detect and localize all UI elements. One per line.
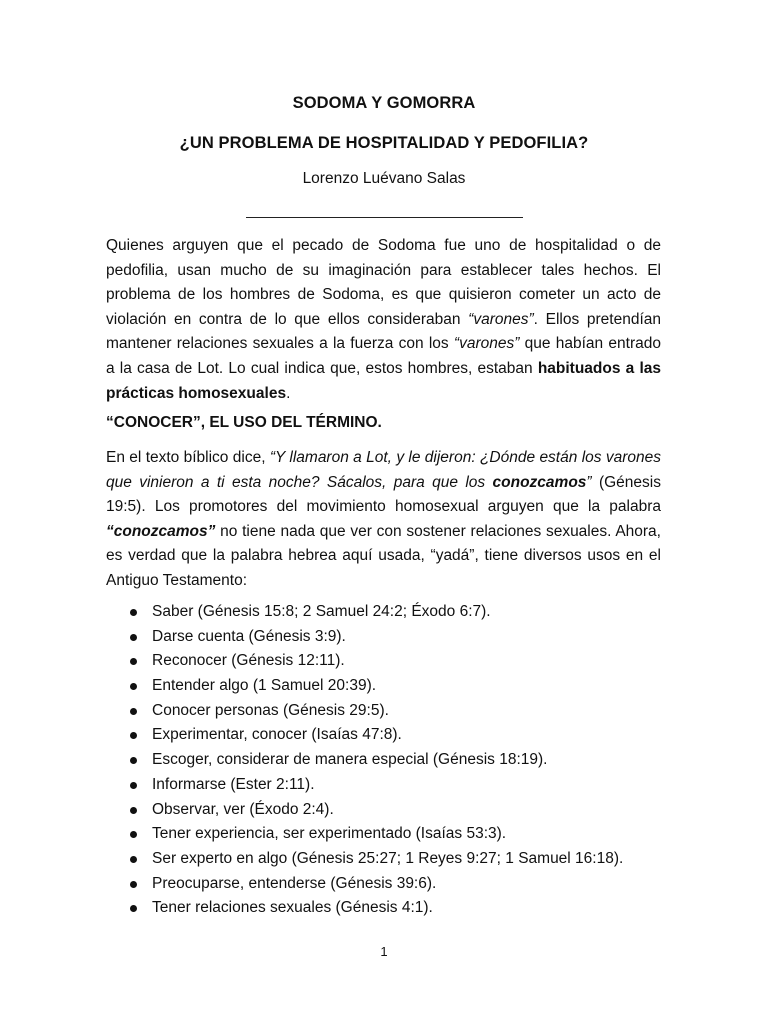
text-run: En el texto bíblico dice, [106, 449, 270, 466]
italic-run: “Y llamaron a Lot, y le dijeron: ¿Dónde están los varones que vinieron a ti esta noche? Sácalos, para que los [106, 449, 661, 491]
text-run: . [286, 384, 291, 402]
usage-list [106, 600, 661, 921]
paragraph-conocer [106, 446, 661, 594]
document-title: SODOMA Y GOMORRA [292, 94, 476, 112]
list-item: Escoger, considerar de manera especial (Génesis 18:19). [106, 748, 661, 773]
text-run: que habían entrado a la casa de Lot. Lo cual indica que, estos hombres, estaban [106, 335, 661, 377]
list-item: Ser experto en algo (Génesis 25:27; 1 Reyes 9:27; 1 Samuel 16:18). [106, 847, 661, 872]
list-item: Experimentar, conocer (Isaías 47:8). [106, 723, 661, 748]
bullet-icon [130, 831, 137, 838]
page-number: 1 [380, 944, 388, 959]
list-item: Tener relaciones sexuales (Génesis 4:1). [106, 896, 661, 921]
document-subtitle: ¿UN PROBLEMA DE HOSPITALIDAD Y PEDOFILIA? [179, 134, 589, 152]
bullet-icon [130, 757, 137, 764]
bullet-icon [130, 658, 137, 665]
section-heading: “CONOCER”, EL USO DEL TÉRMINO. [106, 414, 382, 431]
bullet-icon [130, 708, 137, 715]
bold-italic-run: conozcamos [492, 473, 587, 491]
text-run: no tiene nada que ver con sostener relaciones sexuales. Ahora, es verdad que la palabra hebrea aquí usada, “yadá”, tiene diversos usos en el Antiguo Testamento: [106, 522, 661, 589]
text-run: (Génesis 19:5). Los promotores del movimiento homosexual arguyen que la palabra [106, 473, 661, 516]
list-item: Reconocer (Génesis 12:11). [106, 649, 661, 674]
list-item: Informarse (Ester 2:11). [106, 773, 661, 798]
list-item: Conocer personas (Génesis 29:5). [106, 699, 661, 724]
list-item: Observar, ver (Éxodo 2:4). [106, 798, 661, 823]
italic-run: “varones” [468, 310, 534, 328]
bullet-icon [130, 881, 137, 888]
bullet-icon [130, 782, 137, 789]
list-item: Entender algo (1 Samuel 20:39). [106, 674, 661, 699]
bullet-icon [130, 683, 137, 690]
bold-run: habituados a las prácticas homosexuales [106, 359, 662, 402]
italic-run: “varones” [453, 335, 520, 353]
text-run: Quienes arguyen que el pecado de Sodoma fue uno de hospitalidad o de pedofilia, usan mucho de su imaginación para establecer tales hechos. El problema de los hombres de Sodoma, es que quisieron cometer un acto de violación en contra de lo que ellos consideraban [106, 237, 661, 328]
bold-italic-run: “conozcamos” [106, 522, 216, 540]
italic-run: ” [586, 473, 592, 491]
text-run: . Ellos pretendían mantener relaciones sexuales a la fuerza con los [106, 310, 661, 353]
paragraph-intro [106, 234, 661, 406]
bullet-icon [130, 634, 137, 641]
separator-line [246, 217, 523, 218]
bullet-icon [130, 732, 137, 739]
list-item: Tener experiencia, ser experimentado (Isaías 53:3). [106, 822, 661, 847]
bullet-icon [130, 807, 137, 814]
list-item: Preocuparse, entenderse (Génesis 39:6). [106, 872, 661, 897]
list-item: Darse cuenta (Génesis 3:9). [106, 625, 661, 650]
bullet-icon [130, 905, 137, 912]
author-name: Lorenzo Luévano Salas [302, 170, 466, 187]
list-item: Saber (Génesis 15:8; 2 Samuel 24:2; Éxodo 6:7). [106, 600, 661, 625]
bullet-icon [130, 609, 137, 616]
bullet-icon [130, 856, 137, 863]
